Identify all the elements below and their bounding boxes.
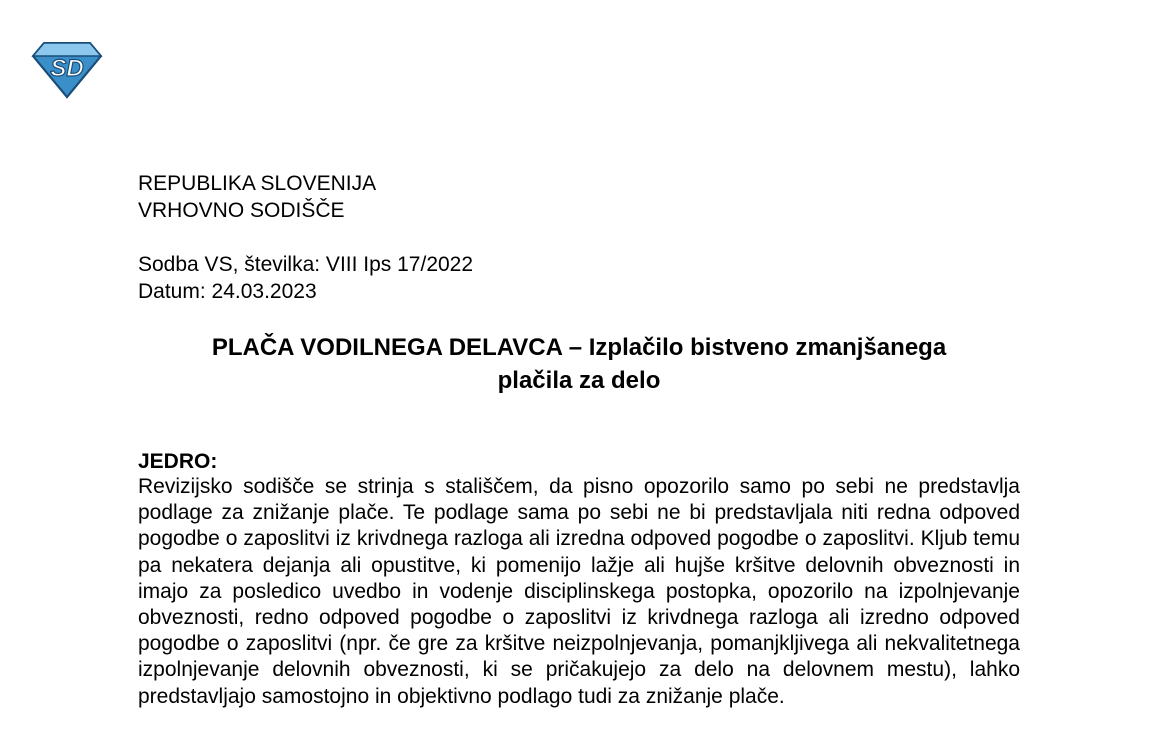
republic-name: REPUBLIKA SLOVENIJA [138,172,377,195]
title-line-1: PLAČA VODILNEGA DELAVCA – Izplačilo bistveno zmanjšanega [211,334,947,361]
court-header [138,170,376,224]
case-number: Sodba VS, številka: VIII Ips 17/2022 [138,253,474,276]
decision-date: Datum: 24.03.2023 [138,280,317,303]
case-metadata [138,251,473,305]
core-paragraph: Revizijsko sodišče se strinja s stališčem, da pisno opozorilo samo po sebi ne predstavlja podlage za znižanje plače. Te podlage sama po sebi ne bi predstavljala niti redna odpoved pogodbe o zaposlitvi iz krivdnega razloga ali izredna odpoved pogodbe o zaposlitvi. Kljub temu pa nekatera dejanja ali opustitve, ki pomenijo lažje ali hujše kršitve delovnih obveznosti in imajo za posledico uvedbo in vodenje disciplinskega postopka, opozorilo na izpolnjevanje obveznosti, redno odpoved pogodbe o zaposlitvi iz krivdnega razloga ali izredno odpoved pogodbe o zaposlitvi (npr. če gre za kršitve neizpolnjevanja, pomanjkljivega ali nekvalitetnega izpolnjevanje delovnih obveznosti, ki se pričakujejo za delo na delovnem mestu), lahko predstavljajo samostojno in objektivno podlago tudi za znižanje plače. [138,475,1020,708]
title-line-2: plačila za delo [497,367,661,394]
svg-text:SD: SD [50,55,84,82]
core-heading: JEDRO: [138,450,218,473]
court-logo [30,40,104,100]
sd-diamond-logo-icon [30,40,104,100]
document-title [138,331,1020,397]
court-name: VRHOVNO SODIŠČE [138,199,345,222]
